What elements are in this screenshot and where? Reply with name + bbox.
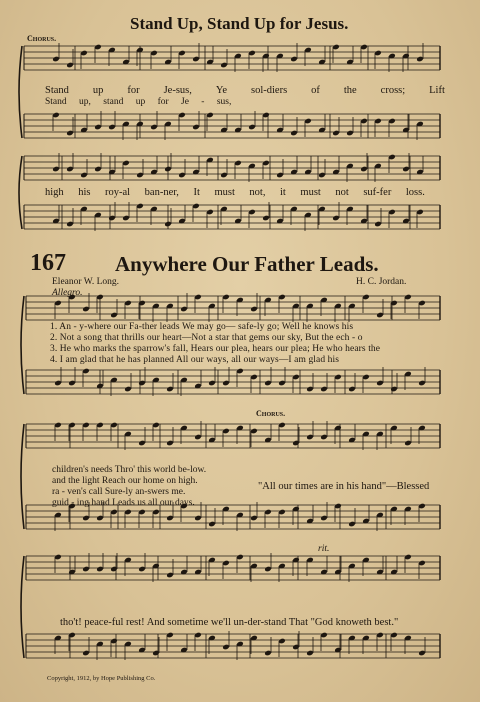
lyric-word: not, xyxy=(249,187,266,198)
lyric-word: up xyxy=(92,85,104,96)
lyric-word: loss. xyxy=(405,187,425,198)
hymn-number: 167 xyxy=(30,250,66,276)
system-brace xyxy=(21,424,24,529)
lyric-word: Lift xyxy=(429,85,445,96)
lyric-word: his xyxy=(78,187,91,198)
lyric-word: sol-diers xyxy=(251,85,288,96)
lyric-word: It xyxy=(193,187,200,198)
chorus-lyric-1: "All our times are in his hand"—Blessed xyxy=(258,481,430,492)
verses-continued xyxy=(52,465,206,509)
lyrics-line-1-echo: Stand up, stand up for Je - sus, xyxy=(45,97,232,107)
lyric-word: roy-al xyxy=(105,187,131,198)
hymn-title: Anywhere Our Father Leads. xyxy=(115,252,379,276)
lyric-word: not xyxy=(335,187,349,198)
lyric-word: cross; xyxy=(380,85,406,96)
lyrics-line-1 xyxy=(45,85,445,96)
hymn-title-top: Stand Up, Stand Up for Jesus. xyxy=(130,14,349,33)
chorus-lyric-2: tho't! peace-ful rest! And sometime we'll un-der-stand That "God knoweth best." xyxy=(60,617,399,628)
verse-2-cont: and the light Reach our home on high. xyxy=(52,476,198,486)
lyric-word: must xyxy=(214,187,235,198)
verse-3-cont: ra - ven's call Sure-ly an-swers me. xyxy=(52,487,186,497)
lyric-word: must xyxy=(300,187,321,198)
verse-1-cont: children's needs Thro' this world be-low. xyxy=(52,465,207,475)
tempo-marking: Allegro. xyxy=(52,288,83,298)
lyric-word: high xyxy=(45,187,64,198)
lyric-word: Ye xyxy=(215,85,228,96)
verse-2: 2. Not a song that thrills our heart—Not a star that gems our sky, But the ech - o xyxy=(50,333,363,343)
verse-1: 1. An - y-where our Fa-ther leads We may go— safe-ly go; Well he knows his xyxy=(50,322,354,332)
lyric-word: the xyxy=(343,85,357,96)
system-brace xyxy=(21,296,24,394)
system-brace xyxy=(19,46,22,138)
chorus-label-top: Chorus. xyxy=(27,34,57,43)
copyright-notice: Copyright, 1912, by Hope Publishing Co. xyxy=(47,675,156,682)
ritardando-marking: rit. xyxy=(318,544,330,554)
lyric-word: of xyxy=(311,85,320,96)
system-brace xyxy=(19,156,22,229)
verses-block xyxy=(50,322,380,366)
composer-credit: H. C. Jordan. xyxy=(356,277,407,287)
lyric-word: it xyxy=(280,187,286,198)
verse-3: 3. He who marks the sparrow's fall, Hears our plea, hears our plea; He who hears the xyxy=(50,344,381,354)
lyric-word: suf-fer xyxy=(363,187,392,198)
lyric-word: for xyxy=(127,85,140,96)
verse-4-cont: guid - ing hand Leads us all our days. xyxy=(52,498,195,508)
lyric-word: Stand xyxy=(45,85,69,96)
lyric-word: ban-ner, xyxy=(144,187,179,198)
lyric-word: Je-sus, xyxy=(163,85,192,96)
lyrics-line-2 xyxy=(45,187,425,198)
author-credit: Eleanor W. Long. xyxy=(52,277,120,287)
verse-4: 4. I am glad that he has planned All our ways, all our ways—I am glad his xyxy=(50,355,340,365)
chorus-label-main: Chorus. xyxy=(256,409,286,418)
system-brace xyxy=(21,556,24,658)
